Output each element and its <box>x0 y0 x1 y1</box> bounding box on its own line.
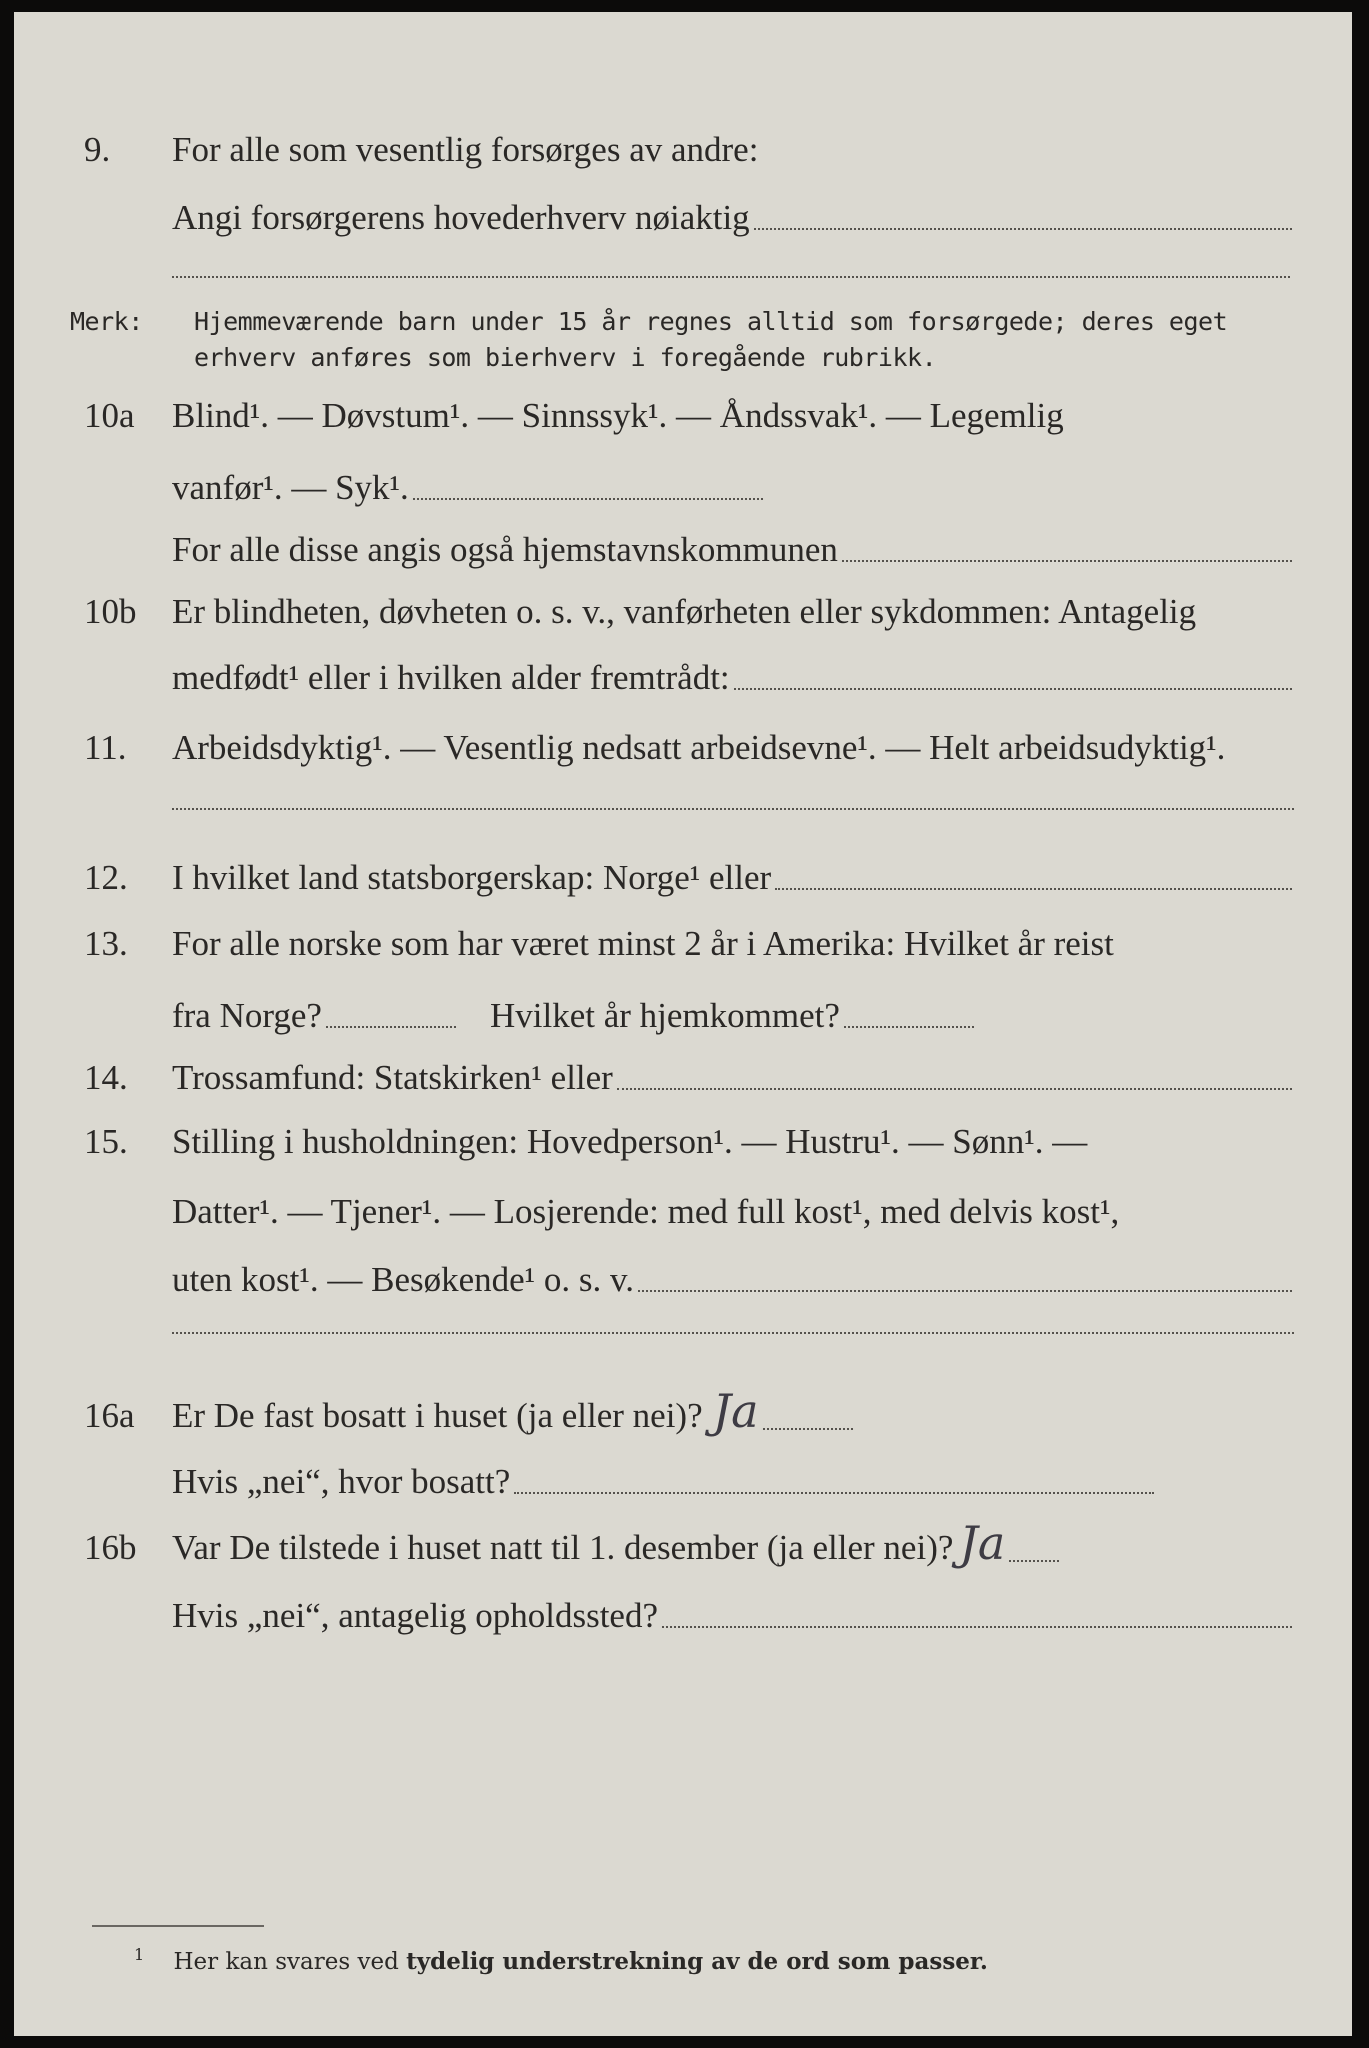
question-text: Hvilket år hjemkommet? <box>489 996 840 1035</box>
question-15 <box>84 1122 1292 1162</box>
question-13-line-2 <box>172 996 1292 1036</box>
footnote-text: Her kan svares ved <box>173 1949 399 1975</box>
answer-field[interactable] <box>514 1492 1154 1494</box>
question-text: Er De fast bosatt i huset (ja eller nei)? <box>172 1396 703 1435</box>
answer-line[interactable] <box>172 808 1294 810</box>
question-text: Blind¹. — Døvstum¹. — Sinnssyk¹. — Åndssvak¹. — Legemlig <box>172 396 1064 435</box>
question-text: uten kost¹. — Besøkende¹ o. s. v. <box>172 1260 635 1299</box>
question-number: 14. <box>84 1058 128 1097</box>
question-number: 12. <box>84 858 128 897</box>
question-13 <box>84 924 1292 964</box>
question-text: vanfør¹. — Syk¹. <box>172 468 409 507</box>
answer-field[interactable] <box>413 498 763 500</box>
footnote-mark: 1 <box>134 1945 145 1965</box>
question-text: Angi forsørgerens hovederhverv nøiaktig <box>172 198 750 237</box>
handwritten-answer: Ja <box>712 1384 759 1438</box>
answer-line[interactable] <box>172 276 1290 278</box>
question-11 <box>84 728 1292 768</box>
footnote <box>134 1945 988 1975</box>
note-label: Merk: <box>70 307 143 336</box>
question-text: Arbeidsdyktig¹. — Vesentlig nedsatt arbeidsevne¹. — Helt arbeidsudyktig¹. <box>172 728 1226 767</box>
question-10a-line-3 <box>172 530 1292 570</box>
question-text: fra Norge? <box>172 996 322 1035</box>
question-text: Er blindheten, døvheten o. s. v., vanførheten eller sykdommen: Antagelig <box>172 592 1197 631</box>
footnote-rule <box>92 1925 264 1927</box>
note-text: Hjemmeværende barn under 15 år regnes alltid som forsørgede; deres eget erhverv anføres som bierhverv i foregående rubrikk. <box>194 307 1228 372</box>
question-12 <box>84 858 1292 898</box>
question-number: 13. <box>84 924 128 963</box>
answer-field[interactable] <box>734 688 1292 690</box>
question-16a-line-2 <box>172 1462 1292 1502</box>
answer-field[interactable] <box>1009 1560 1059 1562</box>
question-text: Hvis „nei“, hvor bosatt? <box>172 1462 511 1501</box>
footnote-text-bold: tydelig understrekning av de ord som passer. <box>406 1948 988 1975</box>
question-number: 9. <box>84 130 111 169</box>
question-number: 10b <box>84 592 137 631</box>
question-15-line-2 <box>172 1192 1292 1232</box>
question-15-line-3 <box>172 1260 1292 1300</box>
question-14 <box>84 1058 1292 1098</box>
answer-field[interactable] <box>842 560 1292 562</box>
question-number: 15. <box>84 1122 128 1161</box>
question-text: I hvilket land statsborgerskap: Norge¹ eller <box>172 858 772 897</box>
question-10b <box>84 592 1292 632</box>
answer-field[interactable] <box>638 1290 1292 1292</box>
question-10a-line-2 <box>172 468 1292 508</box>
question-9-line-2 <box>172 198 1292 238</box>
question-text: Hvis „nei“, antagelig opholdssted? <box>172 1596 658 1635</box>
question-number: 16a <box>84 1396 135 1435</box>
question-text: For alle norske som har været minst 2 år i Amerika: Hvilket år reist <box>172 924 1114 963</box>
answer-field[interactable] <box>754 228 1292 230</box>
question-16b <box>84 1516 1292 1570</box>
question-text: For alle som vesentlig forsørges av andre: <box>172 130 759 169</box>
question-number: 16b <box>84 1528 137 1567</box>
question-text: Datter¹. — Tjener¹. — Losjerende: med full kost¹, med delvis kost¹, <box>172 1192 1120 1231</box>
handwritten-answer: Ja <box>959 1516 1006 1570</box>
question-text: Var De tilstede i huset natt til 1. desember (ja eller nei)? <box>172 1528 954 1567</box>
question-text: Stilling i husholdningen: Hovedperson¹. — Hustru¹. — Sønn¹. — <box>172 1122 1088 1161</box>
question-text: medfødt¹ eller i hvilken alder fremtrådt: <box>172 658 730 697</box>
census-form-page <box>14 12 1352 2036</box>
question-9 <box>84 130 1292 170</box>
question-16a <box>84 1384 1292 1438</box>
question-number: 11. <box>84 728 127 767</box>
question-16b-line-2 <box>172 1596 1292 1636</box>
answer-field-return[interactable] <box>844 1026 974 1028</box>
answer-line[interactable] <box>172 1332 1294 1334</box>
answer-field[interactable] <box>617 1088 1292 1090</box>
question-10b-line-2 <box>172 658 1292 698</box>
question-text: Trossamfund: Statskirken¹ eller <box>172 1058 613 1097</box>
answer-field[interactable] <box>763 1428 853 1430</box>
question-10a <box>84 396 1292 436</box>
answer-field[interactable] <box>775 888 1292 890</box>
answer-field[interactable] <box>662 1626 1292 1628</box>
question-text: For alle disse angis også hjemstavnskommunen <box>172 530 838 569</box>
answer-field-departure[interactable] <box>326 1026 456 1028</box>
question-number: 10a <box>84 396 135 435</box>
